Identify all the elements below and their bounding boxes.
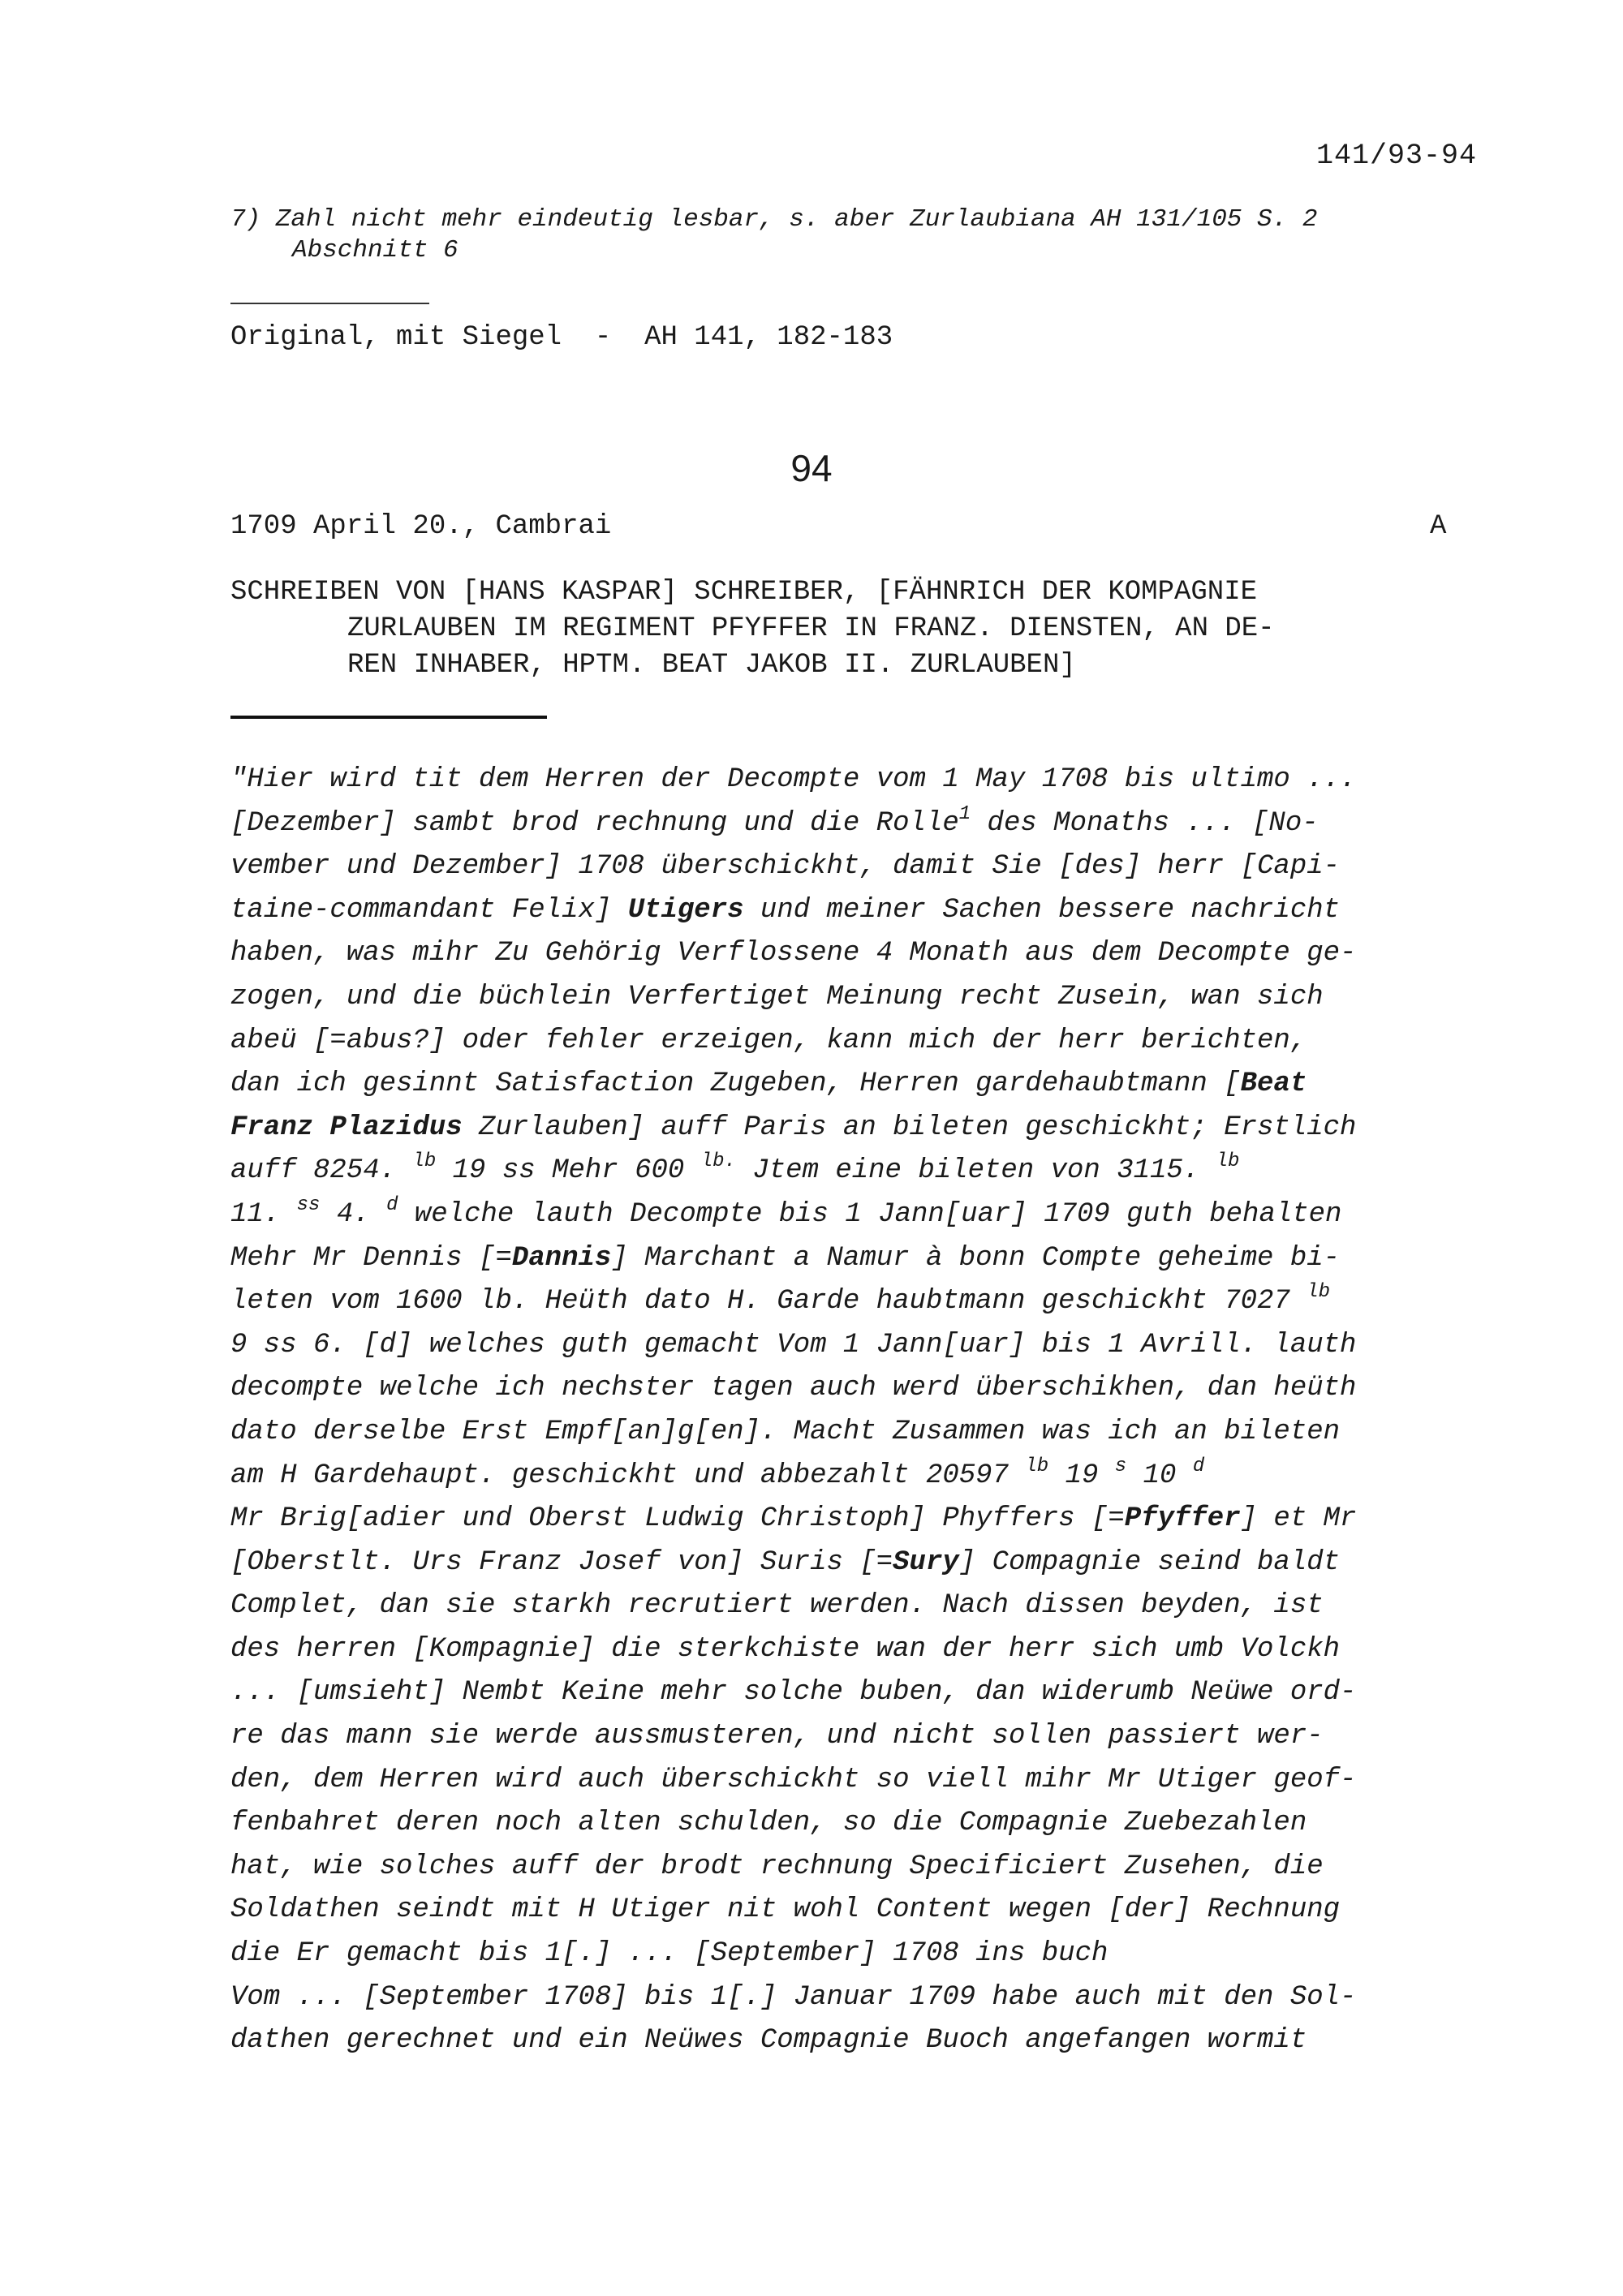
letter-body [230,759,1496,2063]
title-divider [230,716,547,719]
title-line-3: REN INHABER, HPTM. BEAT JAKOB II. ZURLAUBEN] [347,650,1076,681]
title-line-1: SCHREIBEN VON [HANS KASPAR] SCHREIBER, [FÄHNRICH DER KOMPAGNIE [230,577,1258,608]
document-type: A [1430,511,1447,542]
body-line: 11. $^{ss}$ 4. $^d$ welche lauth Decompte bis 1 Jann[uar] 1709 guth behalten [230,1193,1342,1230]
document-number: 94 [790,447,833,489]
date-place: 1709 April 20., Cambrai [230,511,612,542]
body-line: ... [umsieht] Nembt Keine mehr solche buben, dan widerumb Neüwe ord- [230,1677,1357,1709]
body-line: 9 ss 6. [d] welches guth gemacht Vom 1 Jann[uar] bis 1 Avrill. lauth [230,1329,1357,1361]
footnote-7: 7) Zahl nicht mehr eindeutig lesbar, s. aber Zurlaubiana AH 131/105 S. 2 [230,205,1318,234]
body-line: abeü [=abus?] oder fehler erzeigen, kann mich der herr berichten, [230,1025,1307,1056]
body-line: "Hier wird tit dem Herren der Decompte vom 1 May 1708 bis ultimo ... [230,764,1357,795]
body-line: des herren [Kompagnie] die sterkchiste wan der herr sich umb Volckh [230,1633,1341,1665]
body-line: dato derselbe Erst Empf[an]g[en]. Macht Zusammen was ich an bileten [230,1416,1341,1447]
body-line: [Oberstlt. Urs Franz Josef von] Suris [=Sury] Compagnie seind baldt [230,1546,1341,1578]
body-line: am H Gardehaupt. geschickht und abbezahlt 20597 $^{lb}$ 19 $^s$ 10 $^d$ [230,1455,1205,1491]
footnote-ref: 1 [958,802,971,825]
title-line-2: ZURLAUBEN IM REGIMENT PFYFFER IN FRANZ. DIENSTEN, AN DE- [347,613,1275,644]
body-line: den, dem Herren wird auch überschickht so viell mihr Mr Utiger geof- [230,1764,1357,1795]
body-line: die Er gemacht bis 1[.] ... [September] 1708 ins buch [230,1938,1109,1970]
body-line: fenbahret deren noch alten schulden, so die Compagnie Zuebezahlen [230,1808,1307,1839]
body-line: hat, wie solches auff der brodt rechnung Specificiert Zusehen, die [230,1851,1324,1882]
footnote-divider [230,303,429,304]
document-title [230,574,1472,684]
body-line: Vom ... [September 1708] bis 1[.] Januar 1709 habe auch mit den Sol- [230,1981,1357,2013]
page-number: 141/93-94 [1315,140,1477,172]
footnote-7-continuation: Abschnitt 6 [292,236,458,264]
body-line: decompte welche ich nechster tagen auch werd überschikhen, dan heüth [230,1373,1357,1404]
body-line: Mr Brig[adier und Oberst Ludwig Christoph] Phyffers [=Pfyffer] et Mr [230,1503,1357,1535]
body-line: haben, was mihr Zu Gehörig Verflossene 4 Monath aus dem Decompte ge- [230,938,1357,970]
body-line: dan ich gesinnt Satisfaction Zugeben, Herren gardehaubtmann [Beat [230,1068,1307,1100]
body-line: zogen, und die büchlein Verfertiget Meinung recht Zusein, wan sich [230,981,1324,1013]
body-line: taine-commandant Felix] Utigers und meiner Sachen bessere nachricht [230,894,1341,926]
body-line: Complet, dan sie starkh recrutiert werden. Nach dissen beyden, ist [230,1590,1324,1622]
body-line: leten vom 1600 lb. Heüth dato H. Garde haubtmann geschickht 7027 $^{lb}$ [230,1281,1331,1318]
source-note: Original, mit Siegel - AH 141, 182-183 [230,322,893,353]
body-line: vember und Dezember] 1708 überschickht, damit Sie [des] herr [Capi- [230,851,1341,883]
body-line: auff 8254. $^{lb}$ 19 ss Mehr 600 $^{lb.}$ Jtem eine bileten von 3115. $^{lb}$ [230,1150,1240,1187]
body-line: dathen gerechnet und ein Neüwes Compagnie Buoch angefangen wormit [230,2025,1307,2057]
body-line: Franz Plazidus Zurlauben] auff Paris an bileten geschickht; Erstlich [230,1111,1357,1143]
body-line: Mehr Mr Dennis [=Dannis] Marchant a Namur à bonn Compte geheime bi- [230,1242,1341,1274]
body-line: Soldathen seindt mit H Utiger nit wohl Content wegen [der] Rechnung [230,1894,1341,1926]
body-line: [Dezember] sambt brod rechnung und die Rolle$^1$ des Monaths ... [No- [230,802,1319,839]
body-line: re das mann sie werde aussmusteren, und nicht sollen passiert wer- [230,1721,1324,1752]
